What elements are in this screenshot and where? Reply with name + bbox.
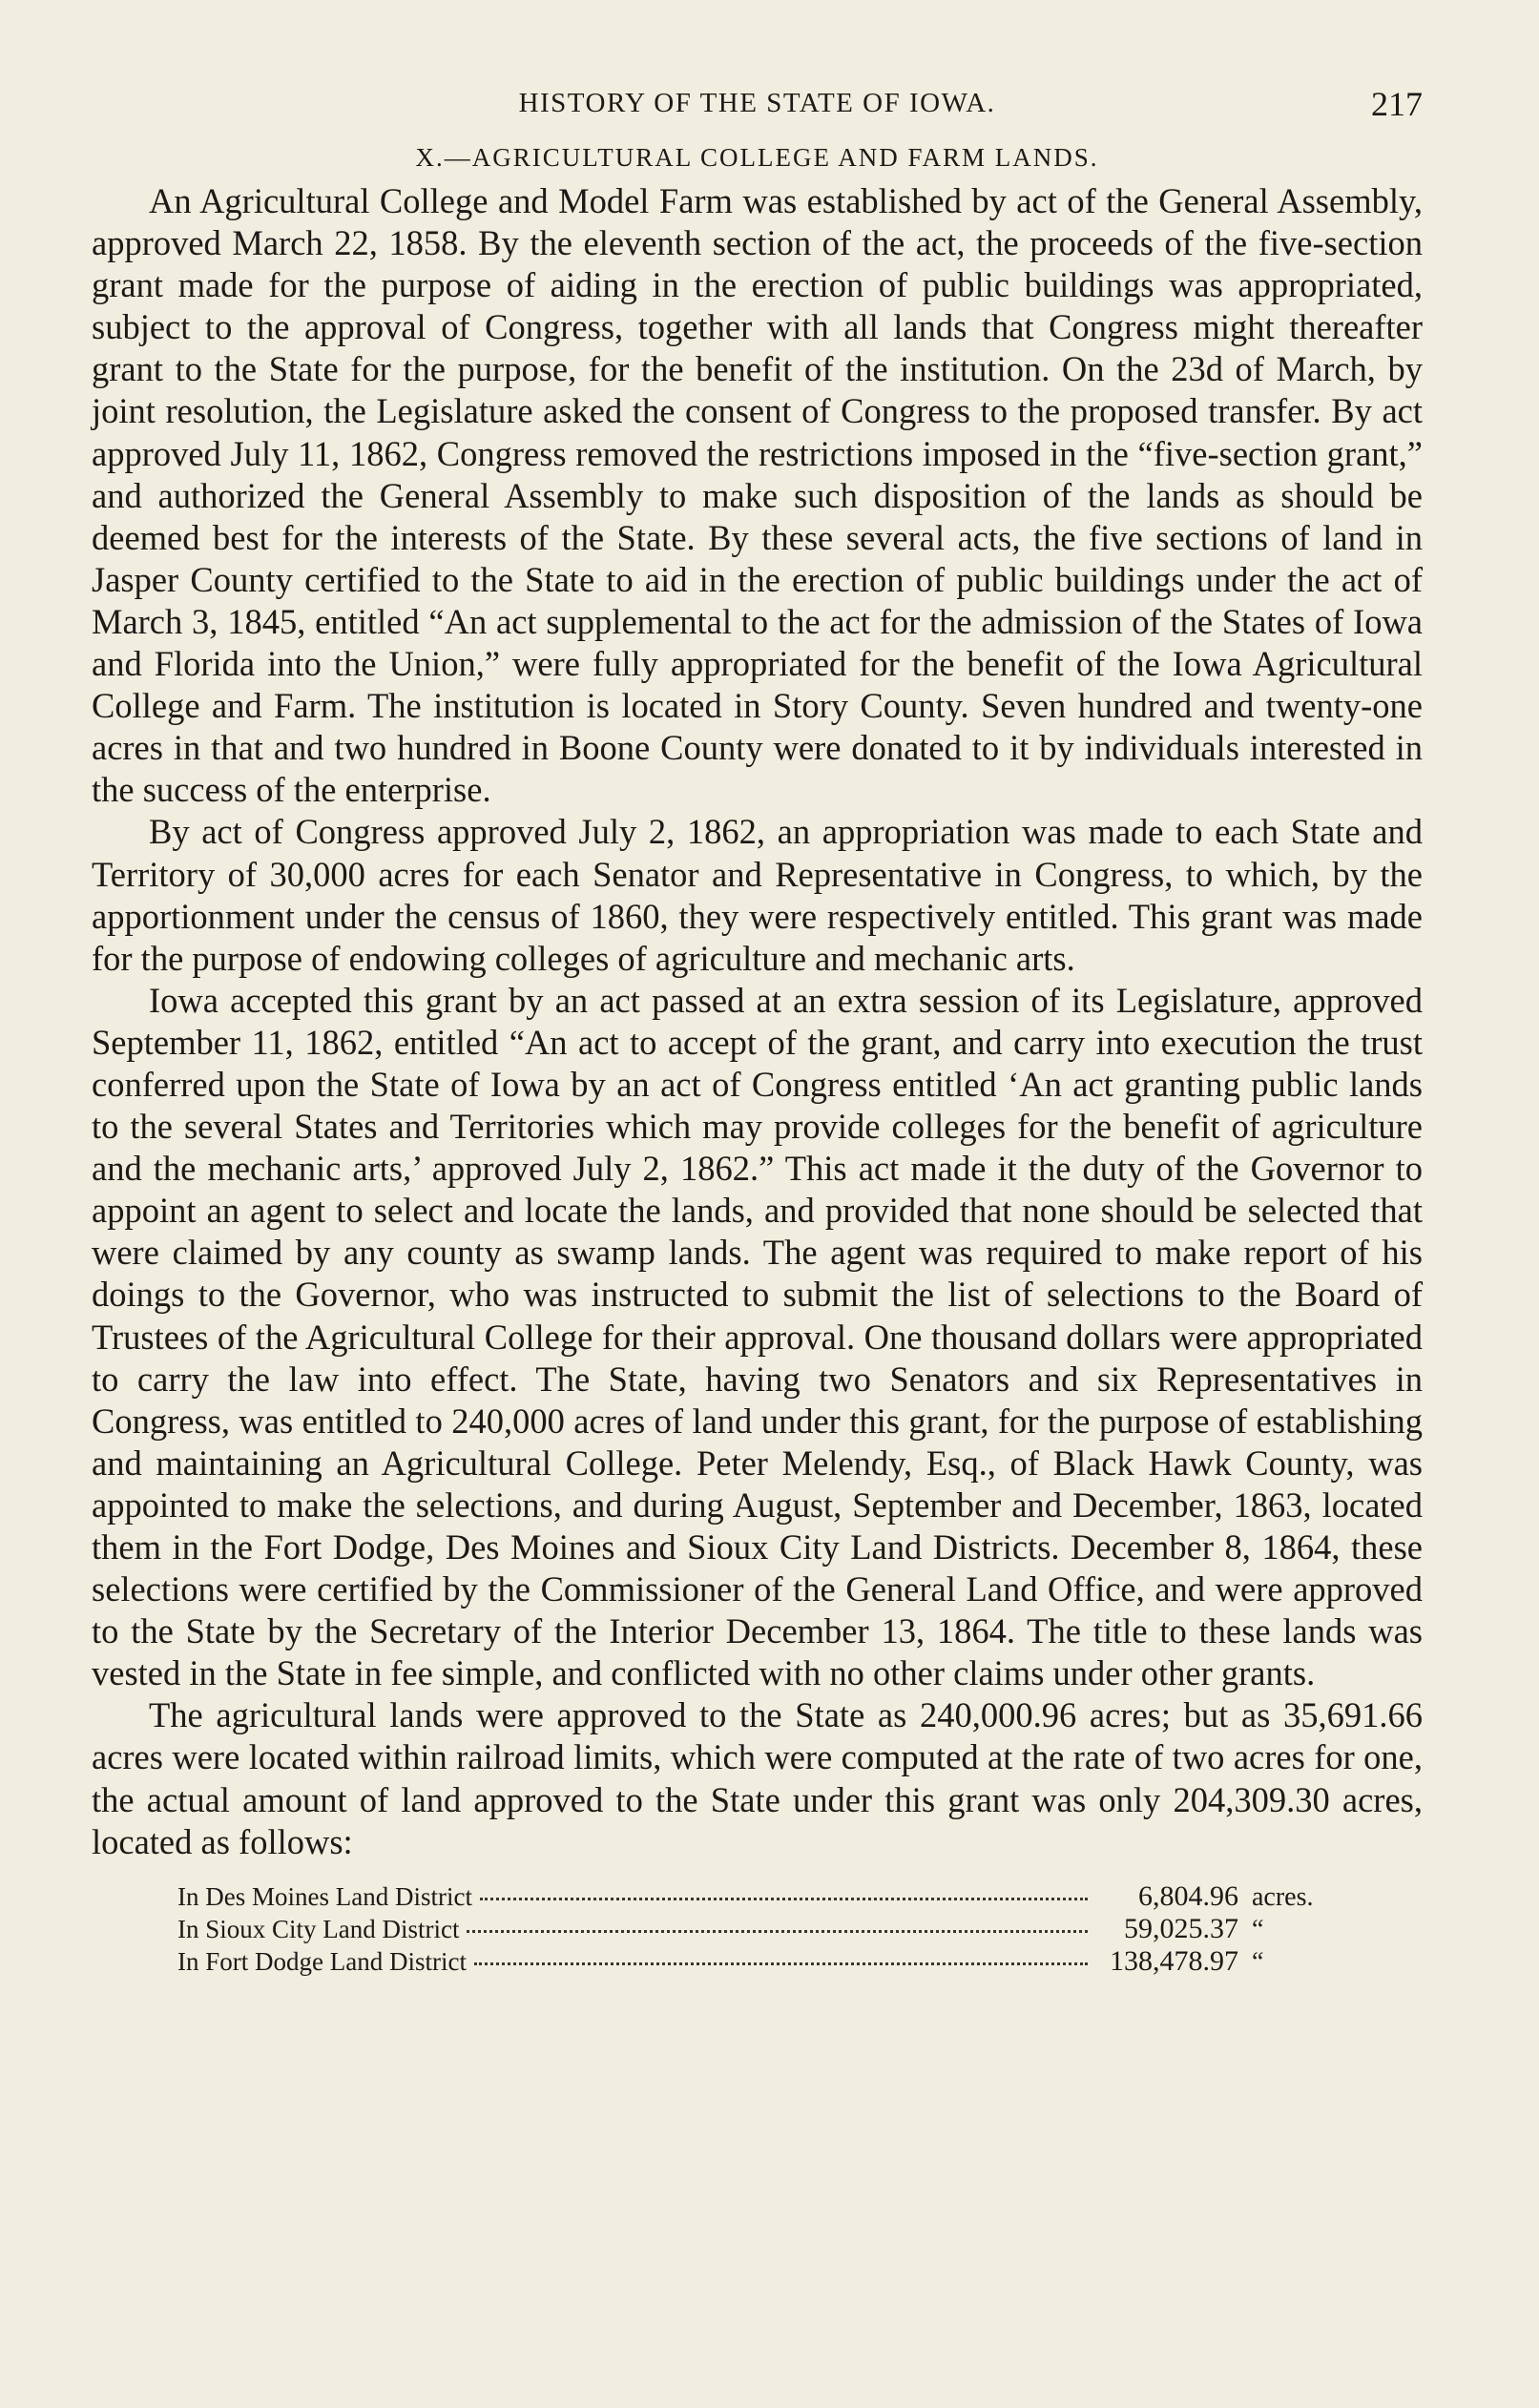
district-acres: 138,478.97 [1110, 1944, 1238, 1977]
paragraph-3: Iowa accepted this grant by an act passed at an extra session of its Legislature, approved September 11, 1862, entitled “An act to accept of the grant, and carry into execution the trust conferred upon the State of Iowa by an act of Congress entitled ‘An act granting public lands to the several States and Territories which may provide colleges for the benefit of agriculture and the mechanic arts,’ approved July 2, 1862.” This act made it the duty of the Governor to appoint an agent to select and locate the lands, and provided that none should be selected that were claimed by any county as swamp lands. The agent was required to make report of his doings to the Governor, who was instructed to submit the list of selections to the Board of Trustees of the Agricultural College for their approval. One thousand dollars were appropriated to carry the law into effect. The State, having two Senators and six Representatives in Congress, was entitled to 240,000 acres of land under this grant, for the purpose of establishing and maintaining an Agricultural College. Peter Melendy, Esq., of Black Hawk County, was appointed to make the selections, and during August, September and December, 1863, located them in the Fort Dodge, Des Moines and Sioux City Land Districts. December 8, 1864, these selections were certified by the Commissioner of the General Land Office, and were approved to the State by the Secretary of the Interior December 13, 1864. The title to these lands was vested in the State in fee simple, and conflicted with no other claims under other grants. [92, 980, 1423, 1693]
land-district-table [177, 1880, 1340, 1978]
district-unit: “ [1252, 1946, 1264, 1977]
district-name: In Fort Dodge Land District [177, 1946, 467, 1976]
running-title: HISTORY OF THE STATE OF IOWA. [518, 88, 996, 118]
dot-leader [480, 1898, 1088, 1900]
page-number: 217 [1371, 85, 1423, 123]
district-name: In Sioux City Land District [177, 1914, 460, 1943]
running-head [92, 84, 1423, 130]
paragraph-2: By act of Congress approved July 2, 1862, an appropriation was made to each State and Territory of 30,000 acres for each Senator and Representative in Congress, to which, by the apportionment under the census of 1860, they were respectively entitled. This grant was made for the purpose of endowing colleges of agriculture and mechanic arts. [92, 812, 1423, 978]
dot-leader [474, 1962, 1088, 1965]
district-acres: 59,025.37 [1124, 1912, 1238, 1944]
district-name: In Des Moines Land District [177, 1881, 472, 1911]
paragraph-1: An Agricultural College and Model Farm was established by act of the General Assembly, approved March 22, 1858. By the eleventh section of the act, the proceeds of the five-section grant made for the purpose of aiding in the erection of public buildings was appropriated, subject to the approval of Congress, together with all lands that Congress might thereafter grant to the State for the purpose, for the benefit of the institution. On the 23d of March, by joint resolution, the Legislature asked the consent of Congress to the proposed transfer. By act approved July 11, 1862, Congress removed the restrictions imposed in the “five-section grant,” and authorized the General Assembly to make such disposition of the lands as should be deemed best for the interests of the State. By these several acts, the five sections of land in Jasper County certified to the State to aid in the erection of public buildings under the act of March 3, 1845, entitled “An act supplemental to the act for the admission of the States of Iowa and Florida into the Union,” were fully appropriated for the benefit of the Iowa Agricultural College and Farm. The institution is located in Story County. Seven hundred and twenty-one acres in that and two hundred in Boone County were donated to it by individuals interested in the success of the enterprise. [92, 181, 1423, 810]
land-district-row [177, 1945, 1340, 1978]
district-unit: “ [1252, 1914, 1264, 1944]
land-district-row [177, 1880, 1340, 1913]
book-page [92, 84, 1423, 1978]
district-unit: acres. [1252, 1881, 1314, 1912]
land-district-row [177, 1913, 1340, 1945]
body-text [92, 180, 1423, 1863]
paragraph-4: The agricultural lands were approved to the State as 240,000.96 acres; but as 35,691.66 acres were located within railroad limits, which were computed at the rate of two acres for one, the actual amount of land approved to the State under this grant was only 204,309.30 acres, located as follows: [92, 1695, 1423, 1861]
section-heading: X.—AGRICULTURAL COLLEGE AND FARM LANDS. [415, 143, 1099, 172]
district-acres: 6,804.96 [1138, 1879, 1238, 1912]
dot-leader [467, 1930, 1088, 1933]
